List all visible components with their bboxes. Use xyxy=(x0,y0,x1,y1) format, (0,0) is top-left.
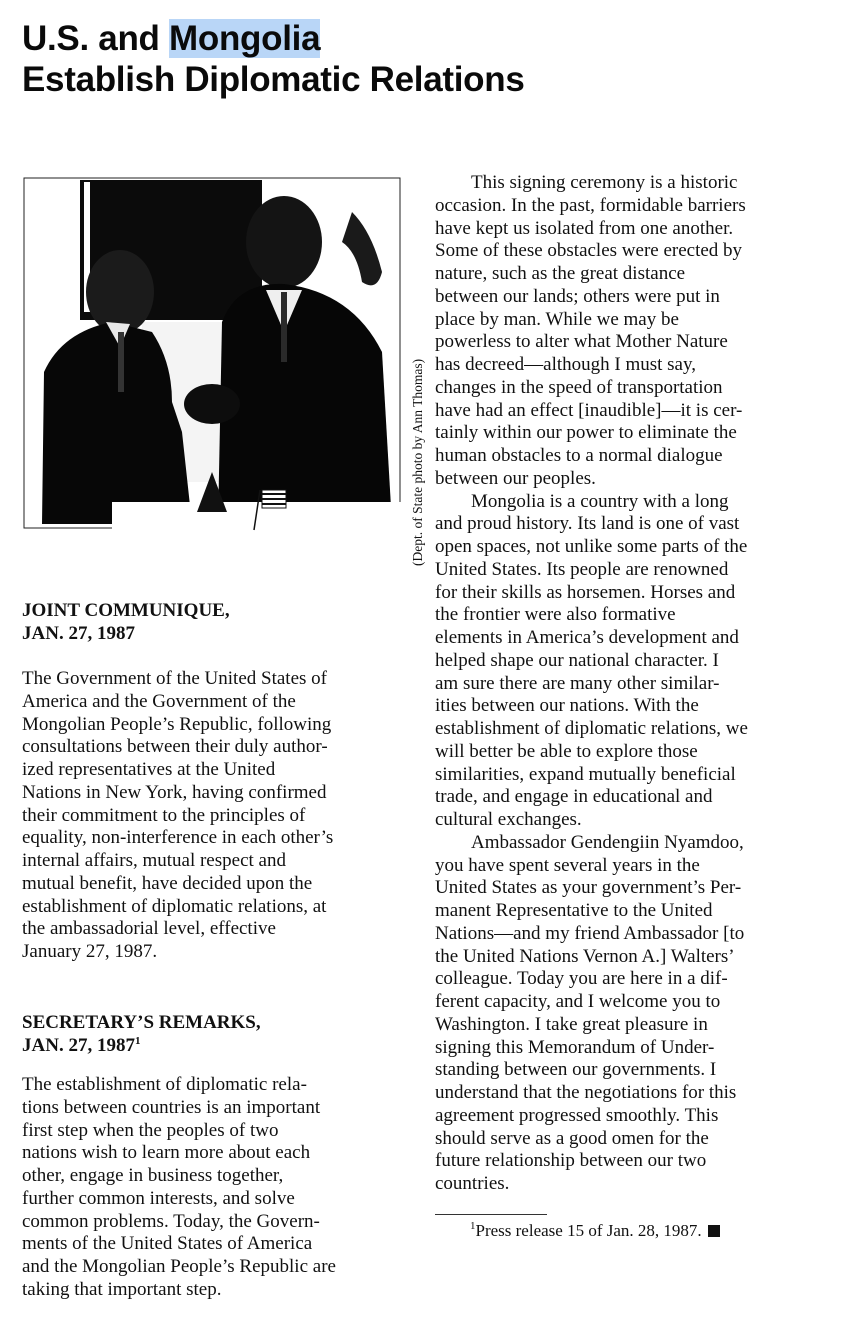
secretary-remarks-heading: SECRETARY’S REMARKS, JAN. 27, 1987$^1$ xyxy=(22,1012,261,1056)
joint-communique-body: The Government of the United States of America and the Government of the Mongolian People’s Republic, following consultations between their duly author- ized representatives at the United Nations in New York, having confirmed their commitment to the principles of equality, non-interference in each other’s internal affairs, mutual respect and mutual benefit, have decided upon the establishment of diplomatic relations, at the ambassadorial level, effective January 27, 1987. xyxy=(22,668,334,962)
handshake-photo xyxy=(22,172,402,548)
title-line-1: U.S. and Mongolia xyxy=(22,19,321,58)
footnote: $^1$Press release 15 of Jan. 28, 1987. xyxy=(470,1221,720,1241)
article-title xyxy=(22,18,525,100)
footnote-marker: 1 xyxy=(470,1220,476,1232)
end-of-article-square-icon xyxy=(708,1225,720,1237)
highlighted-word[interactable]: Mongolia xyxy=(169,19,321,58)
photo-credit: (Dept. of State photo by Ann Thomas) xyxy=(410,358,425,566)
title-line-2: Establish Diplomatic Relations xyxy=(22,60,525,99)
secretary-remarks-body: The establishment of diplomatic rela- tions between countries is an important first step when the peoples of two nations wish to learn more about each other, engage in business together, further common interests, and solve common problems. Today, the Govern- ments of the United States of America and the Mongolian People’s Republic are taking that important step. xyxy=(22,1074,336,1300)
remarks-continued-body: This signing ceremony is a historic occasion. In the past, formidable barriers have kept us isolated from one another. Some of these obstacles were erected by nature, such as the great distance between our lands; others were put in place by man. While we may be powerless to alter what Mother Nature has decreed—although I must say, changes in the speed of transportation have had an effect [inaudible]—it is cer- tainly within our power to eliminate the human obstacles to a normal dialogue between our peoples. Mongolia is a country with a long and proud history. Its land is one of vast open spaces, not unlike some parts of the United States. Its people are renowned for their skills as horsemen. Horses and the frontier were also formative elements in America’s development and helped shape our national character. I am sure there are many other similar- ities between our nations. With the establishment of diplomatic relations, we will better be able to explore those similarities, expand mutually beneficial trade, and engage in educational and cultural exchanges. Ambassador Gendengiin Nyamdoo, you have spent several years in the United States as your government’s Per- manent Representative to the United Nations—and my friend Ambassador [to the United Nations Vernon A.] Walters’ colleague. Today you are here in a dif- ferent capacity, and I welcome you to Washington. I take great pleasure in signing this Memorandum of Under- standing between our governments. I understand that the negotiations for this agreement progressed smoothly. This should serve as a good omen for the future relationship between our two countries. xyxy=(435,172,748,1194)
footnote-ref[interactable]: 1 xyxy=(134,1034,141,1047)
joint-communique-heading: JOINT COMMUNIQUE, JAN. 27, 1987 xyxy=(22,600,230,644)
footnote-divider xyxy=(435,1214,547,1215)
